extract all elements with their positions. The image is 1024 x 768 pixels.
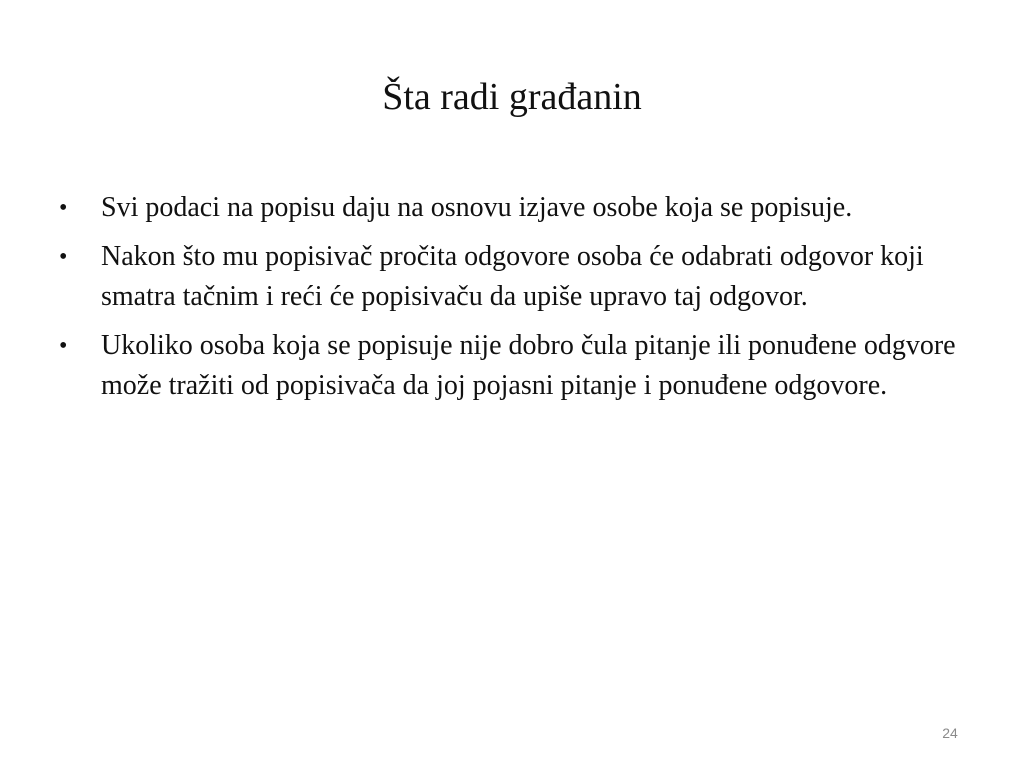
bullet-text: Svi podaci na popisu daju na osnovu izjave osobe koja se popisuje. <box>101 192 853 223</box>
slide-title: Šta radi građanin <box>382 76 642 118</box>
bullet-item <box>56 188 976 229</box>
page-number: 24 <box>942 725 958 741</box>
bullet-text: Ukoliko osoba koja se popisuje nije dobro čula pitanje ili ponuđene odgvore može tražiti od popisivača da joj pojasni pitanje i ponuđene odgovore. <box>101 329 956 401</box>
bullet-list <box>56 188 976 415</box>
bullet-icon: • <box>59 332 68 359</box>
bullet-item <box>56 237 976 318</box>
bullet-item <box>56 326 976 407</box>
bullet-icon: • <box>59 243 68 270</box>
bullet-text: Nakon što mu popisivač pročita odgovore osoba će odabrati odgovor koji smatra tačnim i reći će popisivaču da upiše upravo taj odgovor. <box>101 240 924 312</box>
bullet-icon: • <box>59 195 68 221</box>
